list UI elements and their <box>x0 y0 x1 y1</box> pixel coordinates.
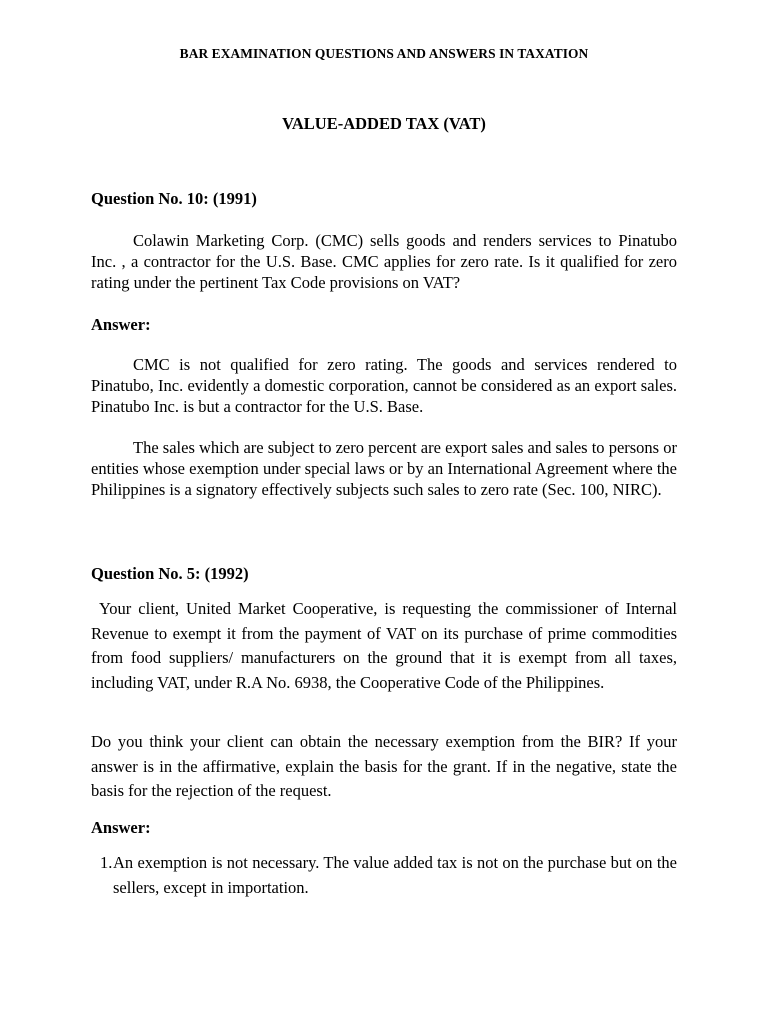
answer-list <box>91 851 677 900</box>
list-item-number: 1. <box>100 853 113 872</box>
list-item <box>91 851 677 900</box>
question-5-answer-heading: Answer: <box>91 818 151 837</box>
question-10-answer-heading: Answer: <box>91 315 151 334</box>
document-title: VALUE-ADDED TAX (VAT) <box>282 114 486 133</box>
document-header: BAR EXAMINATION QUESTIONS AND ANSWERS IN TAXATION <box>179 46 589 61</box>
question-5-text-paragraph-1: Your client, United Market Cooperative, is requesting the commissioner of Internal Revenue to exempt it from the payment of VAT on its purchase of prime commodities from food suppliers/ manufacturers on the ground that it is exempt from all taxes, including VAT, under R.A No. 6938, the Cooperative Code of the Philippines. <box>91 599 677 692</box>
question-10-heading: Question No. 10: (1991) <box>91 189 257 208</box>
question-5-heading: Question No. 5: (1992) <box>91 564 249 583</box>
question-5-text-paragraph-2: Do you think your client can obtain the necessary exemption from the BIR? If your answer is in the affirmative, explain the basis for the grant. If in the negative, state the basis for the rejection of the request. <box>91 732 677 800</box>
question-10-answer-paragraph-1: CMC is not qualified for zero rating. The goods and services rendered to Pinatubo, Inc. evidently a domestic corporation, cannot be considered as an export sales. Pinatubo Inc. is but a contractor for the U.S. Base. <box>91 355 677 416</box>
question-10-answer-paragraph-2: The sales which are subject to zero percent are export sales and sales to persons or entities whose exemption under special laws or by an International Agreement where the Philippines is a signatory effectively subjects such sales to zero rate (Sec. 100, NIRC). <box>91 438 677 499</box>
question-5-answer-list <box>91 851 677 900</box>
question-10-text: Colawin Marketing Corp. (CMC) sells goods and renders services to Pinatubo Inc. , a contractor for the U.S. Base. CMC applies for zero rate. Is it qualified for zero rating under the pertinent Tax Code provisions on VAT? <box>91 231 677 292</box>
list-item-text: An exemption is not necessary. The value added tax is not on the purchase but on the sellers, except in importation. <box>113 853 677 897</box>
